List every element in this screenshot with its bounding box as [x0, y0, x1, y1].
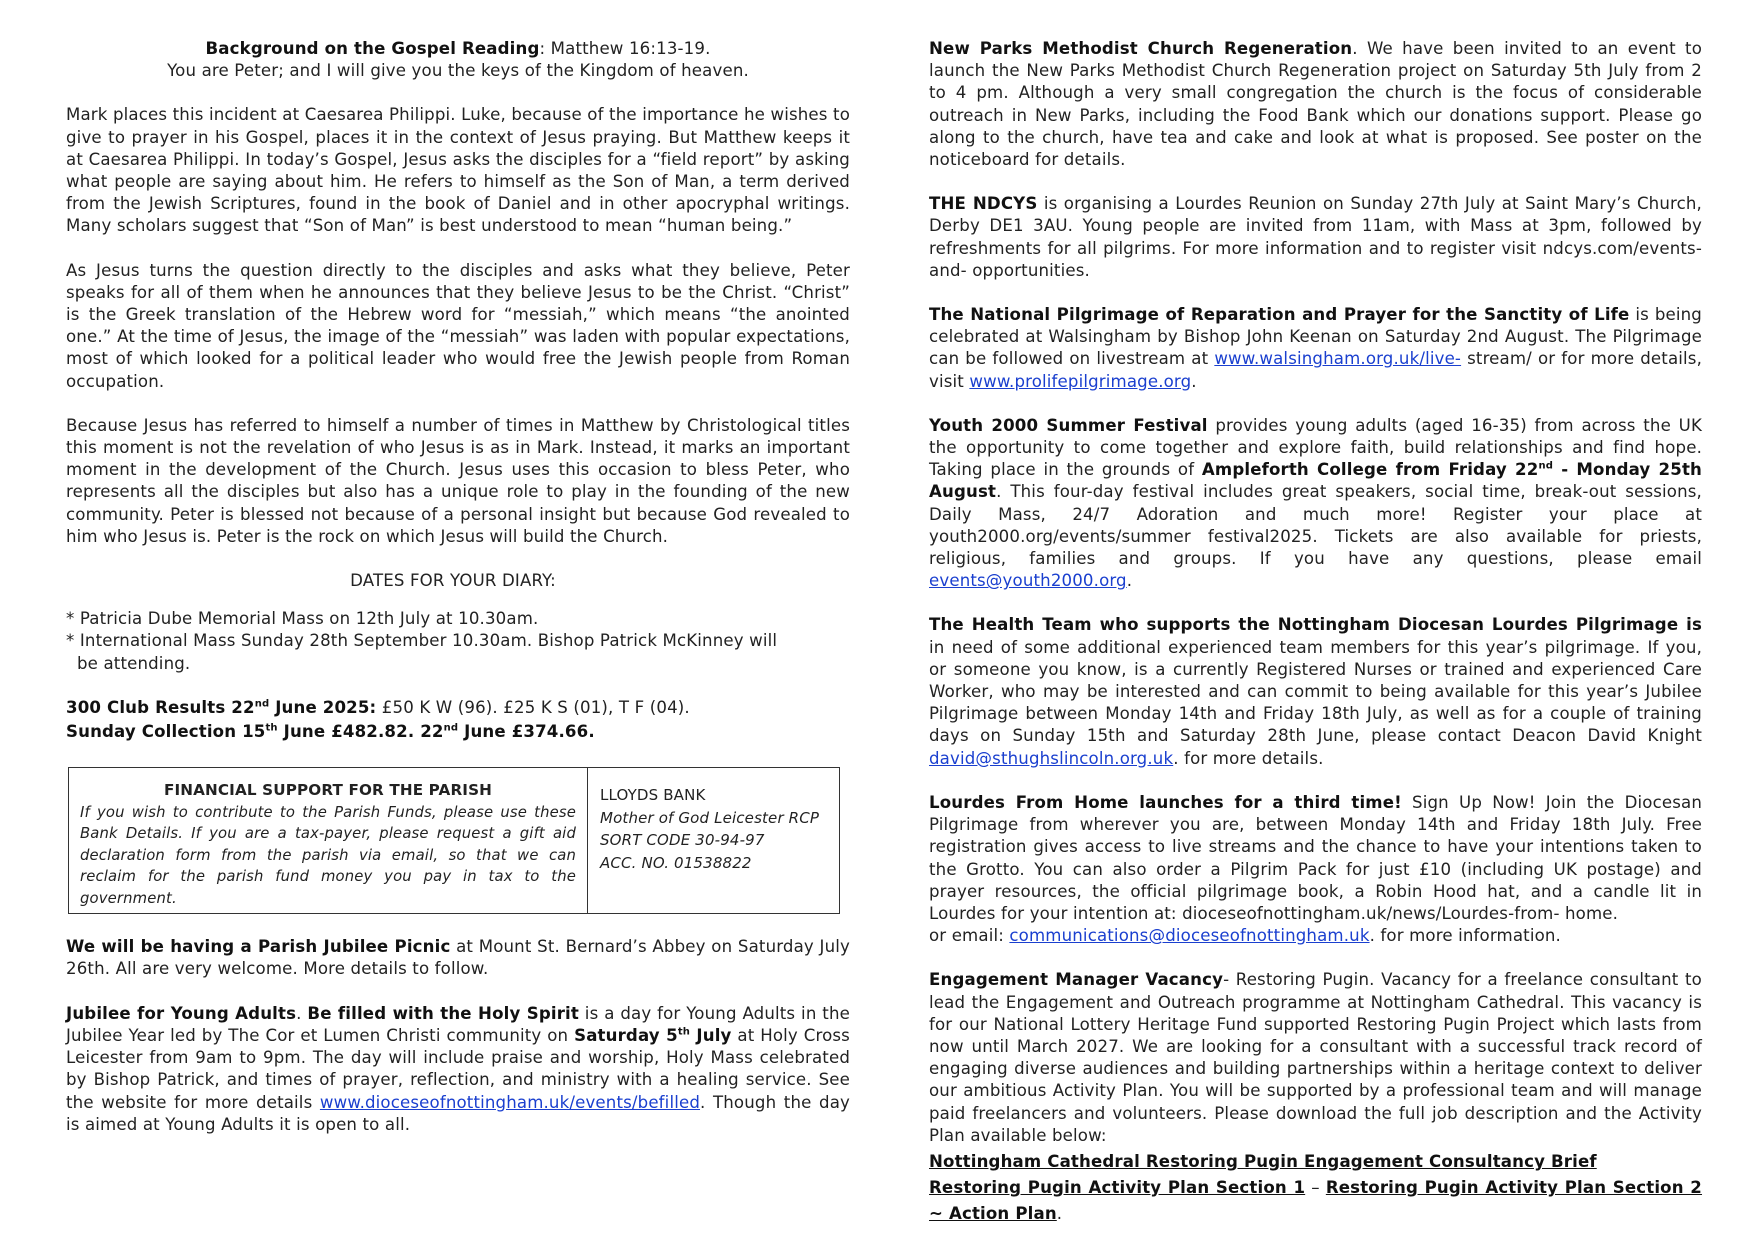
jubilee-month: July [690, 1025, 732, 1045]
diary-item-2: * International Mass Sunday 28th September 10.30am. Bishop Patrick McKinney will [66, 631, 778, 651]
youth-dates: - Monday 25th August [929, 460, 1702, 502]
lourdes-email-link[interactable]: communications@dioceseofnottingham.uk [1009, 926, 1370, 946]
diary-item-1: * Patricia Dube Memorial Mass on 12th July at 10.30am. [66, 609, 539, 629]
lourdes-email-line [929, 925, 1702, 947]
pilgrimage-text-3: . [1191, 371, 1197, 391]
pilgrimage-title: The National Pilgrimage of Reparation and Prayer for the Sanctity of Life [929, 305, 1630, 325]
activity-plan-1-link[interactable]: Restoring Pugin Activity Plan Section 1 [929, 1177, 1306, 1197]
ndcys-notice [929, 193, 1702, 282]
engagement-end: . [1056, 1203, 1063, 1223]
health-text-2: . for more details. [1173, 748, 1324, 768]
activity-plan-links [929, 1175, 1702, 1227]
bank-account-name: Mother of God Leicester RCP [600, 808, 820, 827]
health-title: The Health Team who supports the Nottingham Diocesan Lourdes Pilgrimage is [929, 615, 1702, 635]
collection-part-a: Sunday Collection 15 [66, 722, 266, 742]
lourdes-email-prefix: or email: [929, 926, 1010, 946]
engagement-links [929, 1149, 1702, 1175]
pilgrimage-text-1: is being celebrated at Walsingham by Bishop John Keenan on Saturday 2nd August. The Pilgrimage can be followed on livestream at [929, 305, 1702, 369]
bank-details [588, 768, 831, 913]
jubilee-subtitle: Be filled with the Holy Spirit [307, 1003, 579, 1023]
engagement-title: Engagement Manager Vacancy [929, 970, 1224, 990]
bank-sort-code: SORT CODE 30-94-97 [600, 831, 765, 850]
collection-sup-1: th [265, 722, 278, 734]
financial-support-body: If you wish to contribute to the Parish Funds, please use these Bank Details. If you are a tax-payer, please request a gift aid declaration form from the parish via email, so that we can reclaim for the parish fund money you pay in tax to the government. [80, 803, 576, 907]
engagement-dash: – [1305, 1177, 1326, 1197]
financial-support-heading: FINANCIAL SUPPORT FOR THE PARISH [163, 781, 493, 800]
diary-heading: DATES FOR YOUR DIARY: [350, 571, 556, 591]
club-sup: nd [254, 698, 270, 710]
gospel-title-label: Background on the Gospel Reading [205, 39, 540, 58]
pilgrimage-text-2: stream/ or for more details, visit [929, 349, 1702, 391]
lourdes-notice [929, 792, 1702, 925]
health-email-link[interactable]: david@sthughslincoln.org.uk [929, 748, 1174, 768]
jubilee-sup: th [677, 1026, 691, 1038]
youth-notice [929, 415, 1702, 593]
engagement-text: - Restoring Pugin. Vacancy for a freelance consultant to lead the Engagement and Outreach programme at Nottingham Cathedral. This vacancy is for our National Lottery Heritage Fund supported Restoring Pugin Project which lasts from now until March 2027. We are looking for a consultant with a successful track record of engaging diverse audiences and building partnerships within a heritage context to deliver our ambitious Activity Plan. You will be supported by a professional team and will manage paid freelancers and volunteers. Please download the full job description and the Activity Plan available below: [929, 970, 1702, 1145]
walsingham-link[interactable]: www.walsingham.org.uk/live- [1214, 349, 1462, 369]
lourdes-text: Sign Up Now! Join the Diocesan Pilgrimage from wherever you are, between Monday 14th and Friday 18th July. Free registration gives access to live streams and the chance to have your intentions taken to the Grotto. You can also order a Pilgrim Pack for just £10 (including UK postage) and prayer resources, the official pilgrimage book, a Robin Hood hat, and a candle lit in Lourdes for your intention at: dioceseofnottingham.uk/news/Lourdes-from- home. [929, 792, 1702, 923]
newparks-notice [929, 38, 1702, 171]
club-label-2: June 2025: [269, 697, 377, 717]
right-column [929, 38, 1702, 1227]
youth-email-link[interactable]: events@youth2000.org [929, 571, 1127, 591]
jubilee-text-3: . Though the day is aimed at Young Adults it is open to all. [66, 1092, 850, 1134]
jubilee-text-1: is a day for Young Adults in the Jubilee Year led by The Cor et Lumen Christi community on [66, 1003, 850, 1045]
ndcys-text: is organising a Lourdes Reunion on Sunday 27th July at Saint Mary’s Church, Derby DE1 3AU. Young people are invited from 11am, with Mass at 3pm, followed by refreshments for all pilgrims. For more information and to register visit ndcys.com/events-and- opportunities. [929, 194, 1702, 280]
engagement-notice [929, 969, 1702, 1147]
ndcys-title: THE NDCYS [929, 194, 1038, 214]
bank-name: LLOYDS BANK [600, 786, 706, 805]
jubilee-text-2: at Holy Cross Leicester from 9am to 9pm. The day will include praise and worship, Holy Mass celebrated by Bishop Patrick, and times of prayer, reflection, and ministry with a healing service. See the website for more details [66, 1025, 850, 1112]
newparks-text: . We have been invited to an event to launch the New Parks Methodist Church Regeneration project on Saturday 5th July from 2 to 4 pm. Although a very small congregation the church is the focus of considerable outreach in New Parks, including the Food Bank which our donations support. Please go along to the church, have tea and cake and look at what is proposed. See poster on the noticeboard for details. [929, 39, 1702, 170]
activity-plan-2-link[interactable]: Restoring Pugin Activity Plan Section 2 ~ Action Plan [929, 1177, 1703, 1223]
left-column [66, 38, 850, 1136]
youth-text-1: provides young adults (aged 16-35) from across the UK the opportunity to come together and explore faith, build relationships and find hope. Taking place in the grounds of [929, 415, 1702, 480]
gospel-reference: : Matthew 16:13-19. [539, 39, 711, 58]
youth-text-2: . This four-day festival includes great speakers, social time, break-out sessions, Daily Mass, 24/7 Adoration and much more! Register your place at youth2000.org/events/summer festival2025. Tickets are also available for priests, religious, families and groups. If you have any questions, please email [929, 482, 1702, 569]
club-results [66, 697, 850, 719]
lourdes-title: Lourdes From Home launches for a third time! [929, 792, 1402, 812]
bank-account-number: ACC. NO. 01538822 [600, 853, 752, 872]
jubilee-sep: . [296, 1003, 308, 1023]
jubilee-title: Jubilee for Young Adults [66, 1003, 297, 1023]
lourdes-email-suffix: . for more information. [1369, 926, 1561, 946]
youth-title: Youth 2000 Summer Festival [929, 415, 1208, 435]
collection-part-c: June £374.66. [458, 722, 595, 742]
health-text: in need of some additional experienced team members for this year’s pilgrimage. If you, or someone you know, is a currently Registered Nurses or trained and experienced Care Worker, who may be interested and can commit to being available for this year’s Jubilee Pilgrimage between Monday 14th and Friday 18th July, as well as for a couple of training days on Sunday 15th and Saturday 28th June, please contact Deacon David Knight [929, 637, 1702, 746]
consultancy-brief-link[interactable]: Nottingham Cathedral Restoring Pugin Engagement Consultancy Brief [929, 1151, 1597, 1171]
collection-sup-2: nd [443, 722, 459, 734]
newparks-title: New Parks Methodist Church Regeneration [929, 39, 1353, 58]
gospel-title [66, 38, 850, 60]
sunday-collection [66, 721, 850, 743]
gospel-paragraph-2: As Jesus turns the question directly to the disciples and asks what they believe, Peter speaks for all of them when he announces that they believe Jesus to be the Christ. “Christ” is the Greek translation of the Hebrew word for “messiah,” which means “the anointed one.” At the time of Jesus, the image of the “messiah” was laden with popular expectations, most of which looked for a political leader who would free the Jewish people from Roman occupation. [66, 260, 850, 391]
pilgrimage-notice [929, 304, 1702, 393]
health-team-notice [929, 614, 1702, 769]
gospel-paragraph-3: Because Jesus has referred to himself a number of times in Matthew by Christological titles this moment is not the revelation of who Jesus is as in Mark. Instead, it marks an important moment in the development of the Church. Jesus uses this occasion to bless Peter, who represents all the disciples but also has a unique role to play in the founding of the new community. Peter is blessed not because of a personal insight but because God revealed to him who Jesus is. Peter is the rock on which Jesus will build the Church. [66, 415, 850, 546]
jubilee-notice [66, 1003, 850, 1136]
gospel-paragraph-1: Mark places this incident at Caesarea Philippi. Luke, because of the importance he wishes to give to prayer in his Gospel, places it in the context of Jesus praying. But Matthew keeps it at Caesarea Philippi. In today’s Gospel, Jesus asks the disciples for a “field report” by asking what people are saying about him. He refers to himself as the Son of Man, a term derived from the Jewish Scriptures, found in the book of Daniel and in other apocryphal writings. Many scholars suggest that “Son of Man” is best understood to mean “human being.” [66, 105, 850, 236]
youth-text-3: . [1126, 571, 1133, 591]
financial-support-text [69, 768, 588, 913]
prolife-link[interactable]: www.prolifepilgrimage.org [969, 371, 1192, 391]
gospel-subtitle: You are Peter; and I will give you the keys of the Kingdom of heaven. [167, 61, 749, 81]
diary-item-2-cont: be attending. [77, 653, 191, 673]
picnic-notice [66, 936, 850, 980]
jubilee-link[interactable]: www.dioceseofnottingham.uk/events/befilled [319, 1092, 701, 1112]
picnic-text: at Mount St. Bernard’s Abbey on Saturday July 26th. All are very welcome. More details to follow. [66, 937, 851, 979]
picnic-title: We will be having a Parish Jubilee Picnic [66, 937, 451, 957]
club-label: 300 Club Results 22 [66, 697, 255, 717]
youth-venue: Ampleforth College from Friday 22 [1201, 460, 1539, 480]
financial-support-box [68, 767, 840, 914]
youth-sup: nd [1538, 460, 1554, 472]
jubilee-date: Saturday 5 [574, 1025, 678, 1045]
collection-part-b: June £482.82. 22 [277, 722, 444, 742]
club-results-values: £50 K W (96). £25 K S (01), T F (04). [376, 697, 690, 717]
